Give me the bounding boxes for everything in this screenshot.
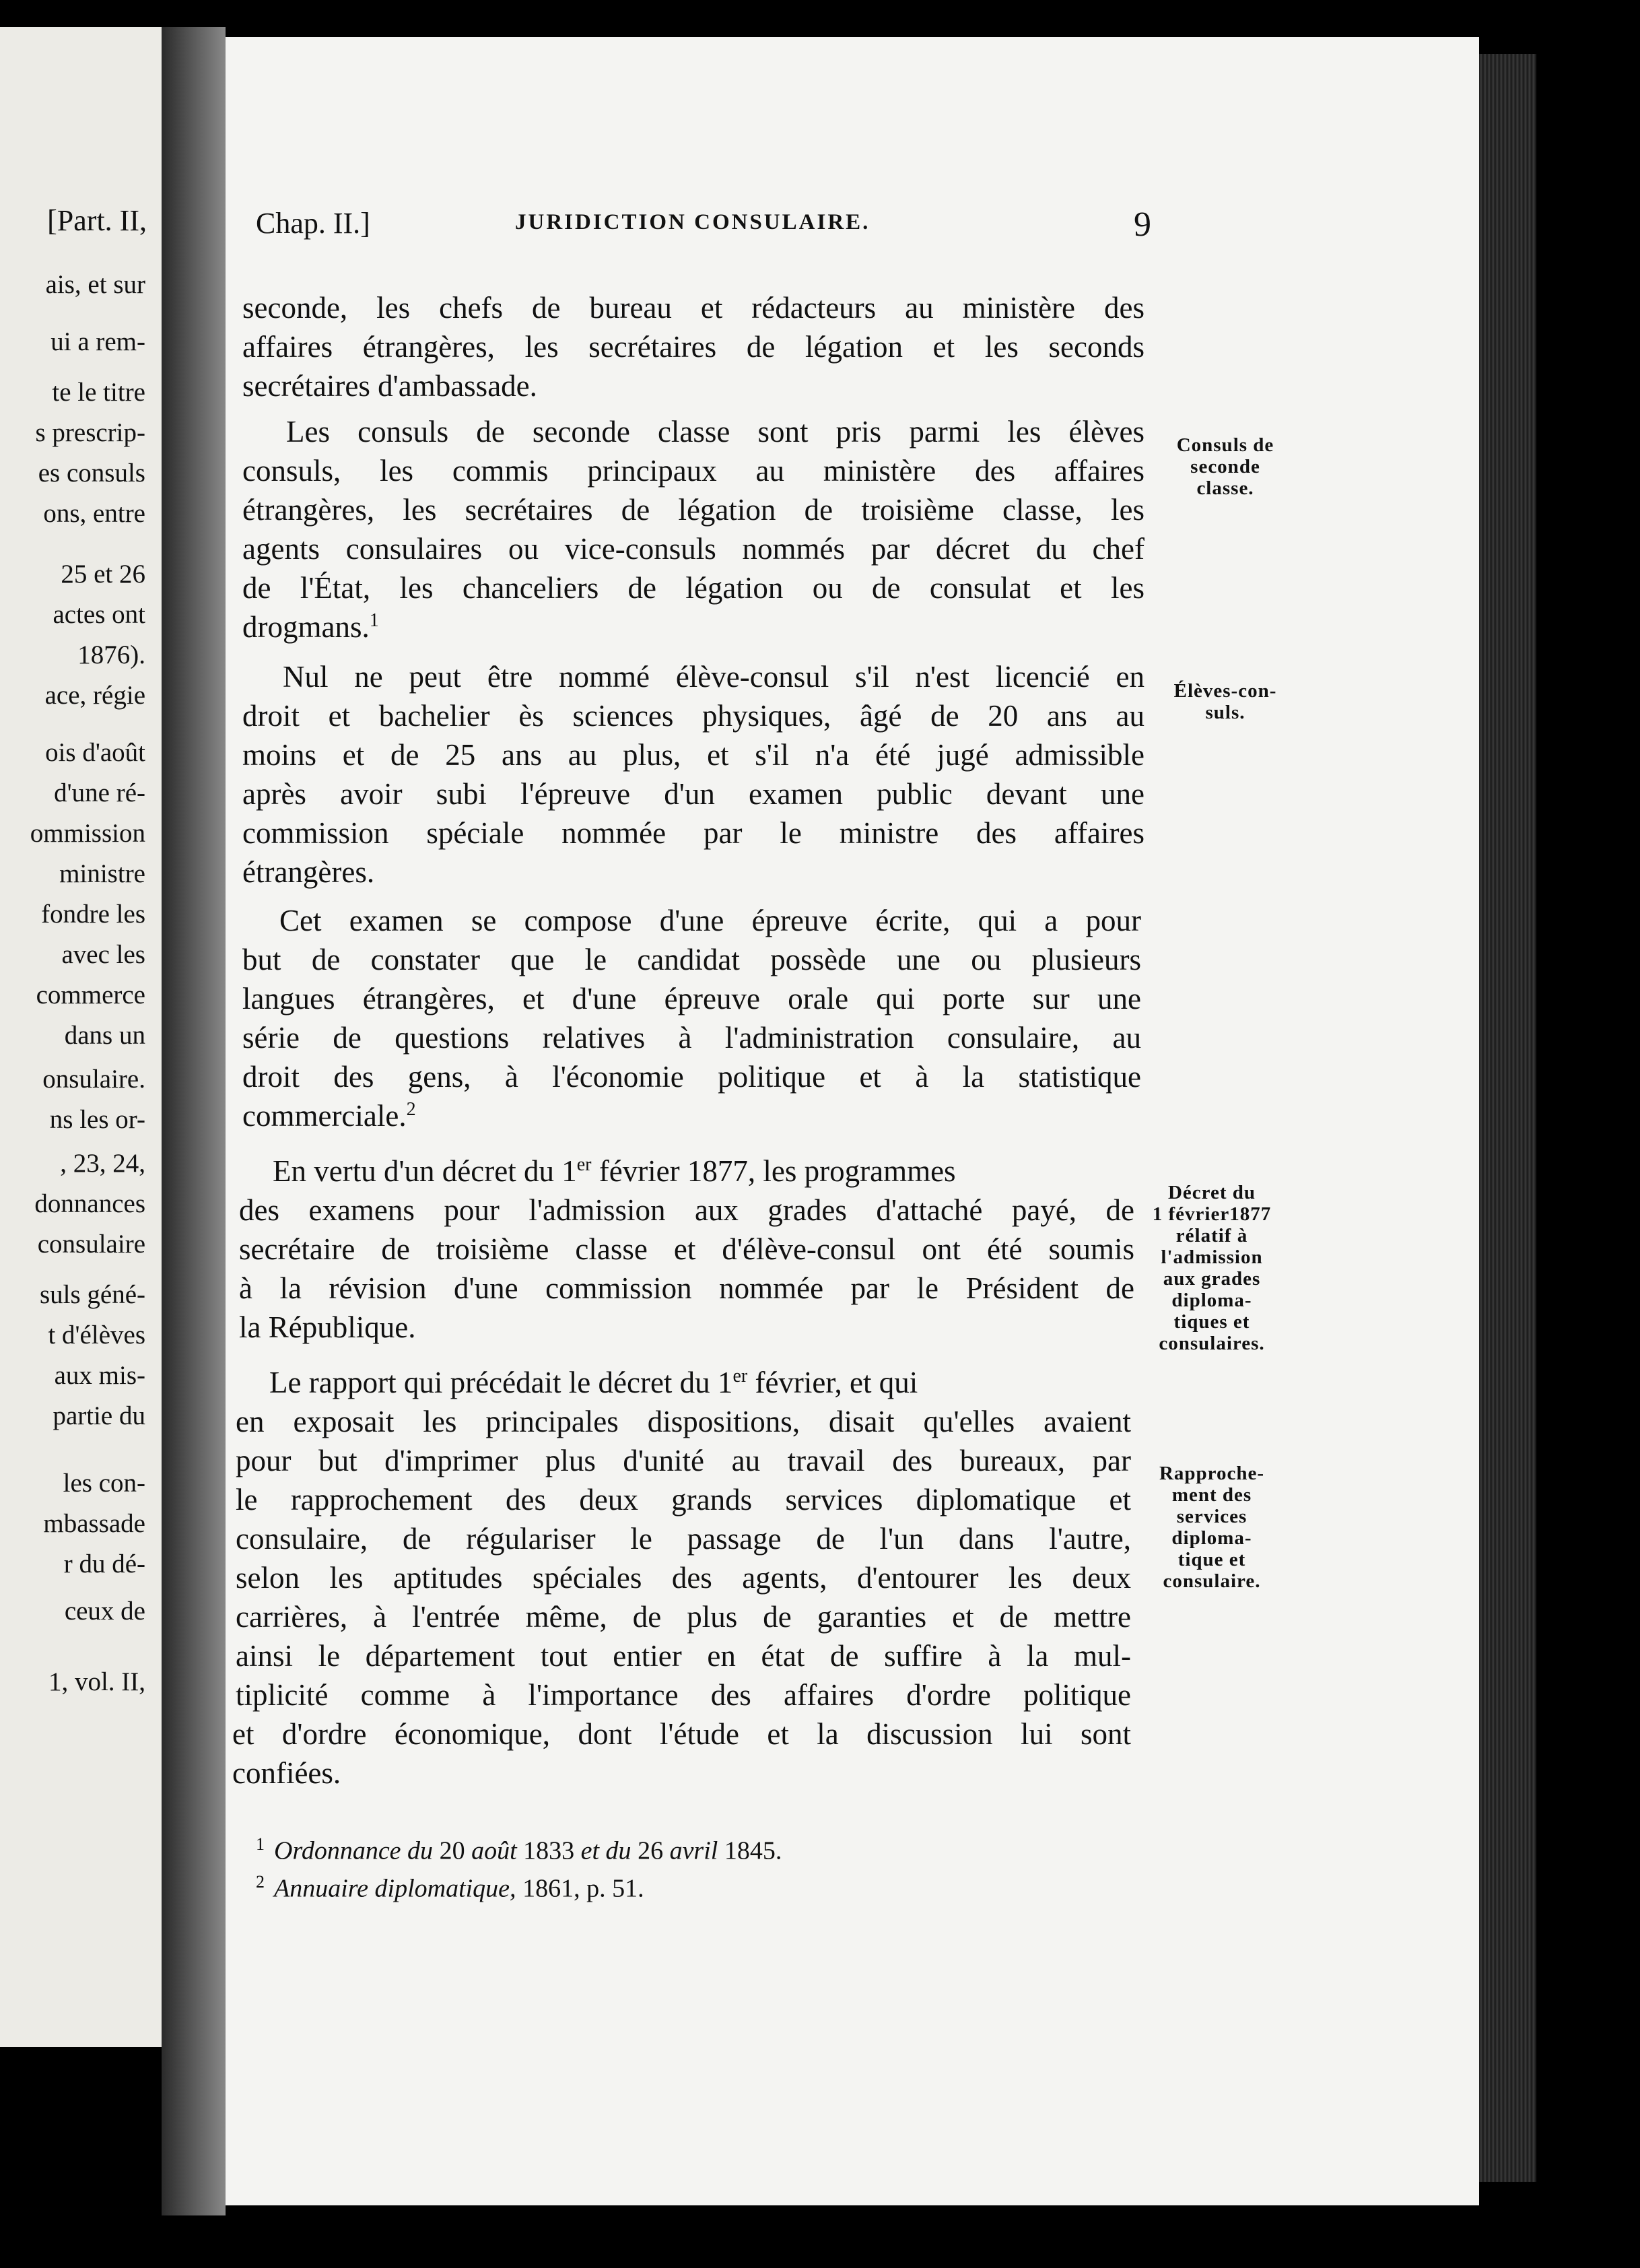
left-page-line: t d'élèves [48, 1321, 145, 1349]
running-header [256, 206, 1151, 246]
body-line: des examens pour l'admission aux grades d'attaché payé, de [239, 1193, 1134, 1227]
footnote-2: $^2$ Annuaire diplomatique, 1861, p. 51. [256, 1872, 644, 1903]
body-line: Le rapport qui précédait le décret du 1er février, et qui [269, 1366, 918, 1399]
left-page-line: mbassade [43, 1509, 145, 1538]
body-line: Nul ne peut être nommé élève-consul s'il n'est licencié en [283, 660, 1144, 694]
left-page-line: consulaire [37, 1230, 145, 1259]
left-page-line: aux mis- [54, 1361, 145, 1390]
left-page-line: 1, vol. II, [48, 1667, 145, 1696]
body-line: selon les aptitudes spéciales des agents, d'entourer les deux [236, 1561, 1131, 1595]
body-line: consulaire, de régulariser le passage de l'un dans l'autre, [236, 1522, 1131, 1556]
left-page-line: ois d'août [45, 738, 145, 767]
body-line: pour but d'imprimer plus d'unité au travail des bureaux, par [236, 1444, 1131, 1477]
margin-note-rapprochement: Rapproche- ment des services diploma- tique et consulaire. [1159, 1463, 1265, 1592]
chapter-label: Chap. II.] [256, 207, 370, 240]
body-line [242, 1098, 1144, 1135]
body-line: le rapprochement des deux grands services diplomatique et [236, 1483, 1131, 1516]
left-page-line: partie du [53, 1401, 145, 1430]
page-fore-edge [1479, 54, 1536, 2182]
left-page-line: r du dé- [63, 1549, 145, 1578]
body-line: carrières, à l'entrée même, de plus de garanties et de mettre [236, 1600, 1131, 1634]
body-line: série de questions relatives à l'administration consulaire, au [242, 1021, 1141, 1055]
body-line [242, 609, 1144, 646]
margin-note-consuls-seconde-classe: Consuls de seconde classe. [1176, 434, 1274, 499]
body-line: ainsi le département tout entier en état de suffire à la mul- [236, 1639, 1131, 1673]
footnote-mark: 1 [256, 1834, 265, 1854]
left-page-line: ceux de [64, 1597, 145, 1626]
footnote-1: $^1$ Ordonnance du 20 août 1833 et du 26 avril 1845. [256, 1834, 782, 1865]
left-page-line: , 23, 24, [60, 1149, 145, 1178]
left-page-line: ommission [30, 819, 145, 848]
body-line: affaires étrangères, les secrétaires de légation et les seconds [242, 330, 1144, 364]
body-line: tiplicité comme à l'importance des affaires d'ordre politique [236, 1678, 1131, 1712]
left-page-line: ministre [59, 859, 145, 888]
body-line: étrangères. [242, 855, 375, 889]
body-line: seconde, les chefs de bureau et rédacteurs au ministère des [242, 291, 1144, 325]
body-line: confiées. [232, 1756, 341, 1790]
margin-note-decret-1877: Décret du 1 février1877 rélatif à l'admission aux grades diploma- tiques et consulaires. [1152, 1182, 1272, 1354]
left-page-line: fondre les [41, 900, 145, 929]
body-line: droit des gens, à l'économie politique et à la statistique [242, 1060, 1141, 1094]
body-line: moins et de 25 ans au plus, et s'il n'a été jugé admissible [242, 738, 1144, 772]
footnote-ref: 2 [406, 1099, 416, 1120]
body-line: Les consuls de seconde classe sont pris parmi les élèves [286, 415, 1144, 448]
body-line: étrangères, les secrétaires de légation de troisième classe, les [242, 493, 1144, 527]
left-page-line: ais, et sur [45, 270, 145, 299]
ordinal-suffix: er [732, 1366, 748, 1387]
left-page-header: [Part. II, [47, 204, 147, 237]
body-line: but de constater que le candidat possède une ou plusieurs [242, 943, 1141, 976]
margin-note-eleves-consuls: Élèves-con- suls. [1173, 680, 1277, 723]
body-line: En vertu d'un décret du 1er février 1877, les programmes [273, 1154, 956, 1188]
body-line: droit et bachelier ès sciences physiques, âgé de 20 ans au [242, 699, 1144, 733]
body-line: de l'État, les chanceliers de légation ou de consulat et les [242, 571, 1144, 605]
left-page-line: avec les [61, 940, 145, 969]
body-line-text: commerciale. [242, 1099, 407, 1133]
body-line: langues étrangères, et d'une épreuve orale qui porte sur une [242, 982, 1141, 1015]
left-page-line: ace, régie [44, 681, 145, 710]
body-line: agents consulaires ou vice-consuls nommés par décret du chef [242, 532, 1144, 566]
left-page-line: s prescrip- [35, 418, 145, 447]
body-line: après avoir subi l'épreuve d'un examen public devant une [242, 777, 1144, 811]
body-line-text: drogmans. [242, 610, 370, 644]
running-title: JURIDICTION CONSULAIRE. [515, 210, 870, 234]
left-page-line: d'une ré- [54, 778, 145, 807]
left-page-line: ui a rem- [50, 327, 145, 356]
left-page-line: 1876). [77, 640, 145, 669]
left-page-line: ons, entre [43, 499, 145, 528]
left-page-line: dans un [64, 1021, 145, 1050]
left-page-line: te le titre [52, 378, 145, 407]
body-line: la République. [239, 1310, 416, 1344]
left-page-line: actes ont [53, 600, 145, 629]
left-page-line: les con- [63, 1469, 145, 1498]
body-line: Cet examen se compose d'une épreuve écrite, qui a pour [279, 904, 1141, 937]
left-page-line: ns les or- [49, 1105, 145, 1134]
left-page-line: 25 et 26 [61, 560, 145, 589]
left-page-line: onsulaire. [42, 1065, 145, 1094]
footnote-ref: 1 [369, 610, 379, 631]
body-line: secrétaire de troisième classe et d'élève-consul ont été soumis [239, 1232, 1134, 1266]
binding-gutter [162, 27, 226, 2215]
ordinal-suffix: er [576, 1154, 592, 1175]
body-line: secrétaires d'ambassade. [242, 369, 537, 403]
left-page-line: donnances [34, 1189, 145, 1218]
left-page-line: suls géné- [39, 1280, 145, 1309]
body-line: en exposait les principales dispositions, disait qu'elles avaient [236, 1405, 1131, 1438]
body-line: commission spéciale nommée par le ministre des affaires [242, 816, 1144, 850]
body-line: à la révision d'une commission nommée par le Président de [239, 1271, 1134, 1305]
left-facing-page [0, 27, 162, 2047]
left-page-line: es consuls [38, 459, 145, 488]
page-number: 9 [1134, 205, 1151, 244]
body-line: consuls, les commis principaux au ministère des affaires [242, 454, 1144, 488]
body-line: et d'ordre économique, dont l'étude et la discussion lui sont [232, 1717, 1131, 1751]
footnote-mark: 2 [256, 1872, 265, 1892]
left-page-line: commerce [36, 980, 145, 1009]
